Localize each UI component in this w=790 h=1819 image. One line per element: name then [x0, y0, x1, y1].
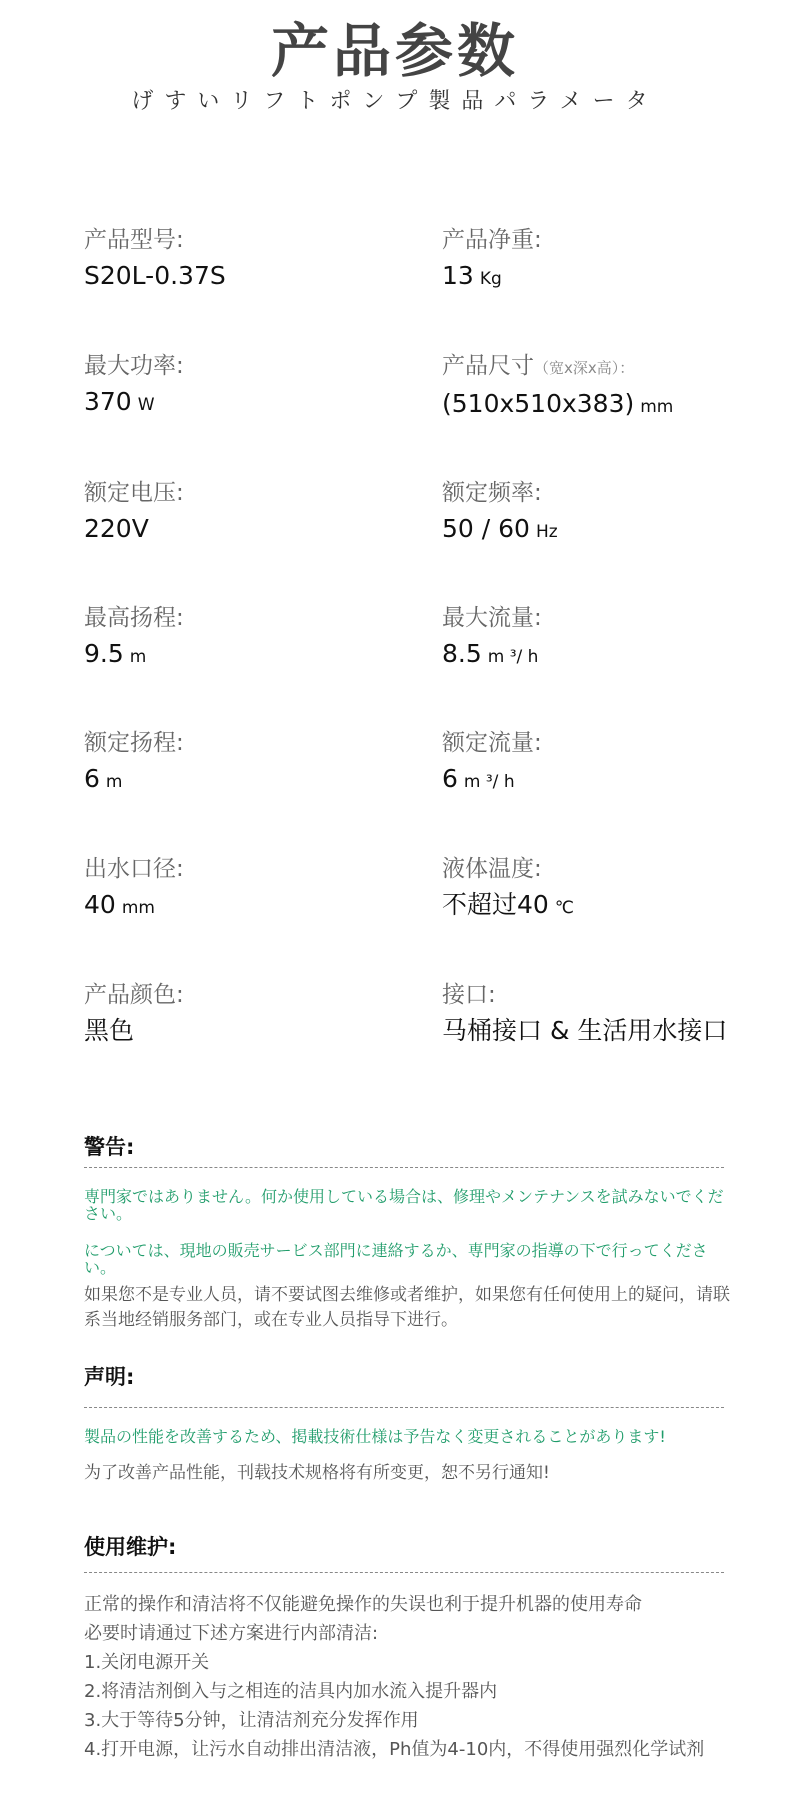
- spec-label: 最大功率:: [84, 353, 184, 379]
- page-subtitle: げすいリフトポンプ製品パラメータ: [131, 89, 659, 114]
- spec-value: 8.5 m ³/ h: [442, 639, 539, 668]
- spec-rated-flow: [442, 728, 772, 799]
- maintenance-line: 2.将清洁剂倒入与之相连的洁具内加水流入提升器内: [84, 1681, 498, 1702]
- spec-rated-head: [84, 728, 414, 799]
- statement-title: 声明:: [84, 1365, 135, 1389]
- spec-value: 6 m ³/ h: [442, 764, 515, 793]
- spec-max-power: [84, 351, 414, 422]
- spec-value: 220V: [84, 514, 149, 543]
- spec-label: 额定扬程:: [84, 730, 184, 756]
- spec-label: 产品颜色:: [84, 982, 184, 1008]
- warning-title: 警告:: [84, 1135, 135, 1159]
- spec-label: 液体温度:: [442, 856, 542, 882]
- statement-cn: 为了改善产品性能，刊载技术规格将有所变更，恕不另行通知!: [84, 1463, 550, 1483]
- spec-value: 370 W: [84, 387, 155, 416]
- spec-rated-frequency: [442, 478, 772, 549]
- spec-value: 6 m: [84, 764, 123, 793]
- spec-liquid-temperature: [442, 854, 772, 925]
- warning-jp-1: 専門家ではありません。何か使用している場合は、修理やメンテナンスを試みないでください。: [84, 1187, 724, 1223]
- warning-divider: [84, 1167, 724, 1168]
- spec-value: 9.5 m: [84, 639, 147, 668]
- spec-value: 马桶接口 & 生活用水接口: [442, 1016, 728, 1045]
- statement-divider: [84, 1407, 724, 1408]
- spec-value: 不超过40 ℃: [442, 890, 574, 919]
- spec-label: 最大流量:: [442, 605, 542, 631]
- page-title: 产品参数: [270, 17, 519, 85]
- spec-dimensions: [442, 351, 772, 424]
- spec-net-weight: [442, 225, 772, 296]
- spec-value: 40 mm: [84, 890, 155, 919]
- maintenance-list: [84, 1590, 784, 1764]
- spec-model: [84, 225, 414, 296]
- spec-label: 产品型号:: [84, 227, 184, 253]
- spec-label: 额定流量:: [442, 730, 542, 756]
- spec-outlet-diameter: [84, 854, 414, 925]
- maintenance-divider: [84, 1572, 724, 1573]
- spec-label: 最高扬程:: [84, 605, 184, 631]
- spec-rated-voltage: [84, 478, 414, 549]
- maintenance-line: 正常的操作和清洁将不仅能避免操作的失误也利于提升机器的使用寿命: [84, 1594, 642, 1615]
- spec-label: 额定电压:: [84, 480, 184, 506]
- maintenance-line: 1.关闭电源开关: [84, 1652, 210, 1673]
- maintenance-line: 4.打开电源，让污水自动排出清洁液，Ph值为4-10内，不得使用强烈化学试剂: [84, 1739, 705, 1760]
- spec-max-head: [84, 603, 414, 674]
- statement-jp: 製品の性能を改善するため、掲載技術仕様は予告なく変更されることがあります!: [84, 1427, 666, 1446]
- spec-label: 接口:: [442, 982, 496, 1008]
- spec-label: 出水口径:: [84, 856, 184, 882]
- spec-label: 产品尺寸（宽x深x高）：: [442, 353, 635, 379]
- spec-value: 50 / 60 Hz: [442, 514, 558, 543]
- spec-max-flow: [442, 603, 772, 674]
- warning-cn: 如果您不是专业人员，请不要试图去维修或者维护，如果您有任何使用上的疑问，请联系当地经销服务部门，或在专业人员指导下进行。: [84, 1285, 730, 1330]
- maintenance-line: 3.大于等待5分钟，让清洁剂充分发挥作用: [84, 1710, 419, 1731]
- spec-interface: [442, 980, 772, 1051]
- spec-color: [84, 980, 414, 1051]
- spec-value: 13 Kg: [442, 261, 502, 290]
- spec-value: S20L-0.37S: [84, 261, 226, 290]
- spec-label: 额定频率:: [442, 480, 542, 506]
- spec-value: 黑色: [84, 1016, 135, 1045]
- maintenance-line: 必要时请通过下述方案进行内部清洁:: [84, 1623, 379, 1644]
- warning-jp-2: については、現地の販売サービス部門に連絡するか、専門家の指導の下で行ってください。: [84, 1241, 708, 1277]
- spec-label: 产品净重:: [442, 227, 542, 253]
- maintenance-title: 使用维护:: [84, 1535, 177, 1559]
- spec-value: (510x510x383) mm: [442, 389, 674, 418]
